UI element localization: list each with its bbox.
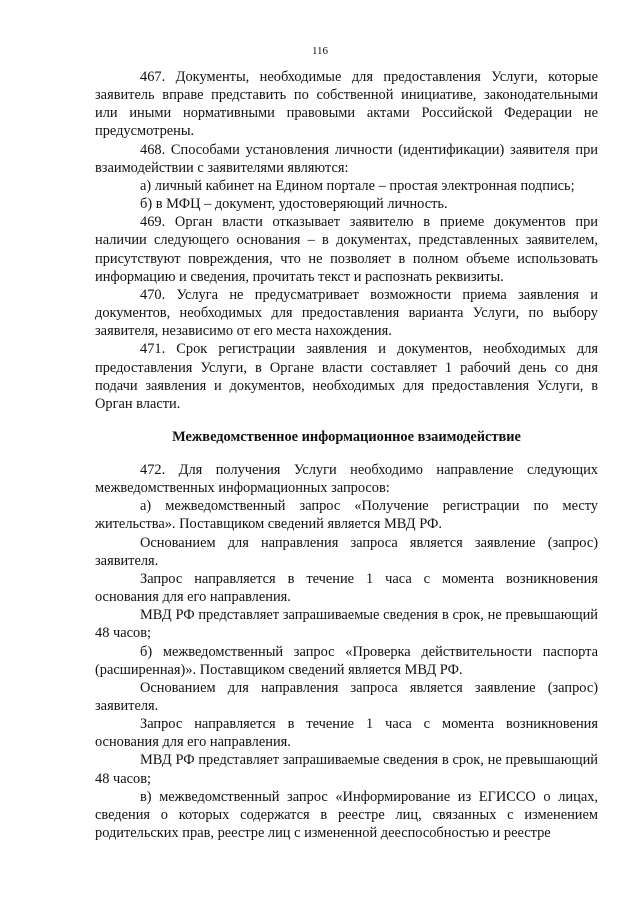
- paragraph-472-b-deadline: МВД РФ представляет запрашиваемые сведения в срок, не превышающий 48 часов;: [95, 752, 598, 787]
- paragraph-472-item-b: б) межведомственный запрос «Проверка действительности паспорта (расширенная)». Поставщиком сведений является МВД РФ.: [95, 643, 598, 678]
- paragraph-467: 467. Документы, необходимые для предоставления Услуги, которые заявитель вправе представить по собственной инициативе, законодательными или иными нормативными правовыми актами Российской Федерации не предусмотрены.: [95, 69, 598, 140]
- paragraph-472-a-timing: Запрос направляется в течение 1 часа с момента возникновения основания для его направления.: [95, 570, 598, 606]
- paragraph-472: 472. Для получения Услуги необходимо направление следующих межведомственных информационных запросов:: [95, 461, 598, 497]
- paragraph-472-b-basis: Основанием для направления запроса является заявление (запрос) заявителя.: [95, 679, 598, 714]
- page-number: 116: [311, 45, 329, 57]
- paragraph-468: 468. Способами установления личности (идентификации) заявителя при взаимодействии с заявителями являются:: [95, 141, 598, 176]
- paragraph-472-item-v: в) межведомственный запрос «Информирование из ЕГИССО о лицах, сведения о которых содержатся в реестре лиц, связанных с изменением родительских прав, реестре лиц с измененной дееспособностью и реестре: [95, 788, 598, 842]
- paragraph-471: 471. Срок регистрации заявления и документов, необходимых для предоставления Услуги, в Органе власти составляет 1 рабочий день со дня подачи заявления и документов, необходимых для предоставления Услуги, в Орган власти.: [95, 341, 598, 412]
- paragraph-469: 469. Орган власти отказывает заявителю в приеме документов при наличии следующего основания – в документах, представленных заявителем, присутствуют повреждения, что не позволяет в полном объеме использовать информацию и сведения, прочитать текст и распознать реквизиты.: [95, 214, 598, 285]
- paragraph-472-item-a: а) межведомственный запрос «Получение регистрации по месту жительства». Поставщиком сведений является МВД РФ.: [95, 498, 598, 533]
- paragraph-472-a-deadline: МВД РФ представляет запрашиваемые сведения в срок, не превышающий 48 часов;: [95, 607, 598, 642]
- paragraph-472-a-basis: Основанием для направления запроса является заявление (запрос) заявителя.: [95, 534, 598, 569]
- paragraph-468-item-a: а) личный кабинет на Едином портале – простая электронная подпись;: [140, 177, 575, 194]
- section-heading: Межведомственное информационное взаимодействие: [172, 428, 521, 445]
- paragraph-472-b-timing: Запрос направляется в течение 1 часа с момента возникновения основания для его направления.: [95, 716, 598, 751]
- paragraph-470: 470. Услуга не предусматривает возможности приема заявления и документов, необходимых для предоставления варианта Услуги, по выбору заявителя, независимо от его места нахождения.: [95, 286, 598, 340]
- paragraph-468-item-b: б) в МФЦ – документ, удостоверяющий личность.: [140, 196, 448, 213]
- document-body: [95, 68, 598, 842]
